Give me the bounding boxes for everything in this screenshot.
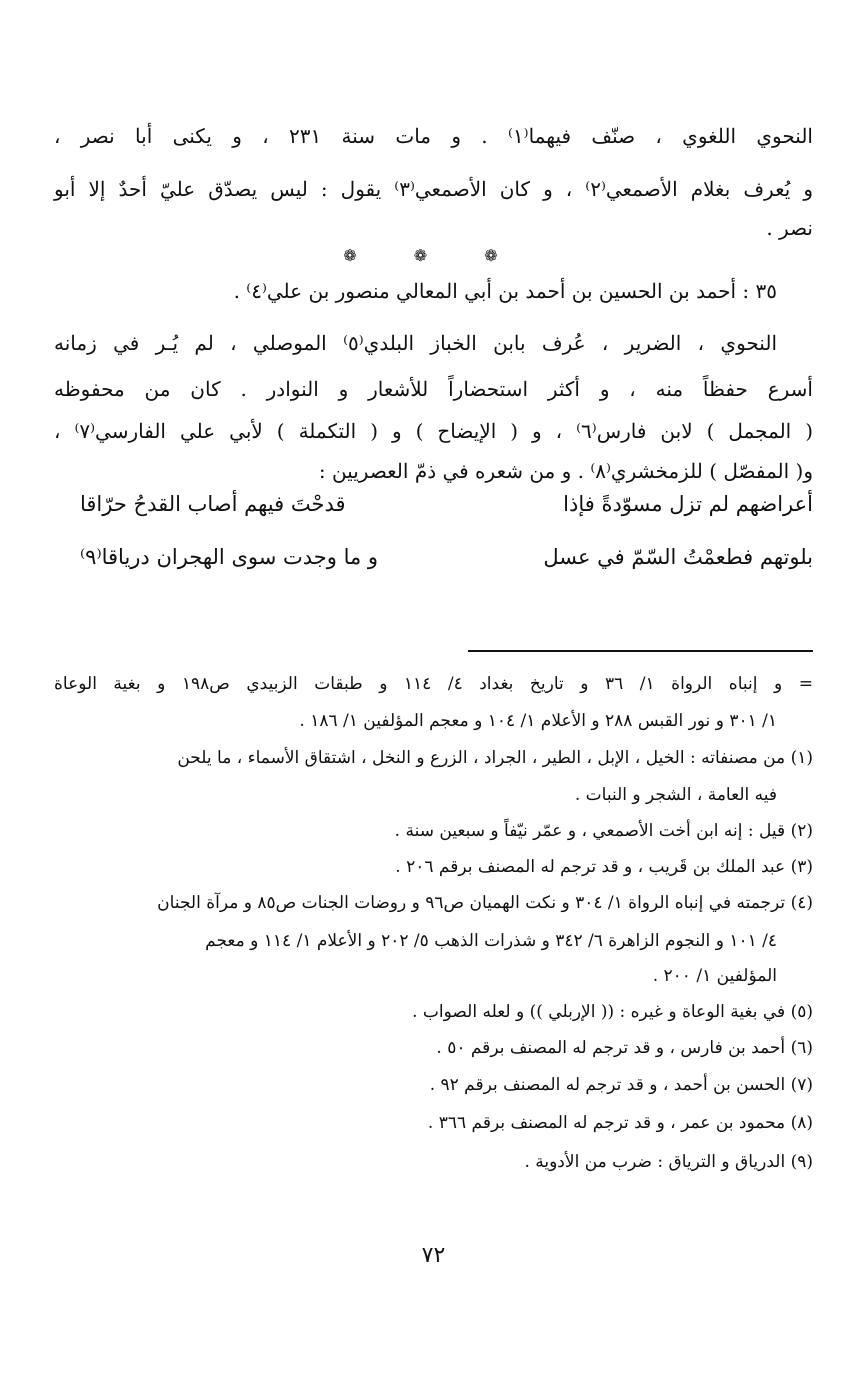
footnote-5 — [54, 996, 813, 1028]
footnote-text: أحمد بن فارس ، و قد ترجم له المصنف برقم ٥٠ . — [436, 1038, 786, 1058]
footnote-9 — [54, 1146, 813, 1178]
footnote-7 — [54, 1069, 813, 1101]
footnote-label: (٨) — [790, 1113, 813, 1133]
footnote-text: في بغية الوعاة و غيره : (( الإربلي )) و لعله الصواب . — [412, 1002, 786, 1022]
footnote-text: الدرياق و الترياق : ضرب من الأدوية . — [524, 1152, 786, 1172]
footnote-6 — [54, 1032, 813, 1064]
entry-line-1: النحوي ، الضرير ، عُرف بابن الخباز البلدي⁽٥⁾ الموصلي ، لم يُـر في زمانه — [54, 331, 777, 355]
footnote-label: (٥) — [790, 1002, 813, 1022]
footnote-continued-line-2: ١/ ٣٠١ و نور القبس ٢٨٨ و الأعلام ١/ ١٠٤ و معجم المؤلفين ١/ ١٨٦ . — [299, 711, 777, 731]
footnote-4-line-3: المؤلفين ١/ ٢٠٠ . — [652, 966, 777, 986]
footnote-text: قيل : إنه ابن أخت الأصمعي ، و عمّر نيّفاً و سبعين سنة . — [394, 821, 786, 841]
body-line-2: و يُعرف بغلام الأصمعي⁽٢⁾ ، و كان الأصمعي⁽٣⁾ يقول : ليس يصدّق عليّ أحدٌ إلا أبو — [54, 177, 814, 201]
footnote-text: ترجمته في إنباه الرواة ١/ ٣٠٤ و نكت الهميان ص٩٦ و روضات الجنات ص٨٥ و مرآة الجنان — [157, 893, 786, 913]
poem-second-hemistich: قدحْتَ فيهم أصاب القدحُ حرّاقا — [80, 492, 346, 516]
footnote-text: محمود بن عمر ، و قد ترجم له المصنف برقم ٣٦٦ . — [427, 1113, 786, 1133]
poem-verse — [60, 545, 813, 589]
footnote-1 — [54, 742, 813, 774]
footnote-8 — [54, 1107, 813, 1139]
footnote-4-line-2: ٤/ ١٠١ و النجوم الزاهرة ٦/ ٣٤٢ و شذرات الذهب ٥/ ٢٠٢ و الأعلام ١/ ١١٤ و معجم — [205, 931, 777, 951]
entry-line-2: أسرع حفظاً منه ، و أكثر استحضاراً للأشعار و النوادر . كان من محفوظه — [54, 377, 813, 401]
footnote-label: (٢) — [790, 821, 813, 841]
footnote-divider — [468, 650, 813, 652]
footnote-text: الحسن بن أحمد ، و قد ترجم له المصنف برقم ٩٢ . — [429, 1075, 786, 1095]
section-separator: ❁ ❁ ❁ — [343, 246, 524, 265]
footnote-2 — [54, 815, 813, 847]
footnote-label: (٣) — [790, 857, 813, 877]
page-number: ٧٢ — [421, 1243, 446, 1268]
footnote-label: (٩) — [790, 1152, 813, 1172]
body-line-3: نصر . — [766, 216, 813, 240]
footnote-text: عبد الملك بن قَريب ، و قد ترجم له المصنف برقم ٢٠٦ . — [395, 857, 786, 877]
poem-second-hemistich: و ما وجدت سوى الهجران درياقا⁽٩⁾ — [80, 545, 379, 569]
entry-line-3: ( المجمل ) لابن فارس⁽٦⁾ ، و ( الإيضاح ) و ( التكملة ) لأبي علي الفارسي⁽٧⁾ ، — [54, 419, 813, 443]
poem-first-hemistich: أعراضهم لم تزل مسوّدةً فإذا — [563, 492, 813, 516]
footnote-text: من مصنفاته : الخيل ، الإبل ، الطير ، الجراد ، الزرع و النخل ، اشتقاق الأسماء ، ما يلحن — [177, 748, 786, 768]
footnote-continued-line-1: = و إنباه الرواة ١/ ٣٦ و تاريخ بغداد ٤/ ١١٤ و طبقات الزبيدي ص١٩٨ و بغية الوعاة — [54, 674, 813, 694]
footnote-label: (٦) — [790, 1038, 813, 1058]
poem-verse — [60, 492, 813, 536]
footnote-3 — [54, 851, 813, 883]
body-line-1: النحوي اللغوي ، صنّف فيهما⁽١⁾ . و مات سنة ٢٣١ ، و يكنى أبا نصر ، — [54, 124, 813, 148]
footnote-label: (٤) — [790, 893, 813, 913]
poem-first-hemistich: بلوتهم فطعمْتُ السّمّ في عسل — [543, 545, 813, 569]
footnote-1-line-2: فيه العامة ، الشجر و النبات . — [574, 785, 777, 805]
entry-line-4: و( المفصّل ) للزمخشري⁽٨⁾ . و من شعره في ذمّ العصريين : — [318, 459, 813, 483]
footnote-label: (٧) — [790, 1075, 813, 1095]
entry-heading: ٣٥ : أحمد بن الحسين بن أحمد بن أبي المعالي منصور بن علي⁽٤⁾ . — [233, 279, 777, 303]
footnote-4 — [54, 887, 813, 919]
footnote-label: (١) — [790, 748, 813, 768]
